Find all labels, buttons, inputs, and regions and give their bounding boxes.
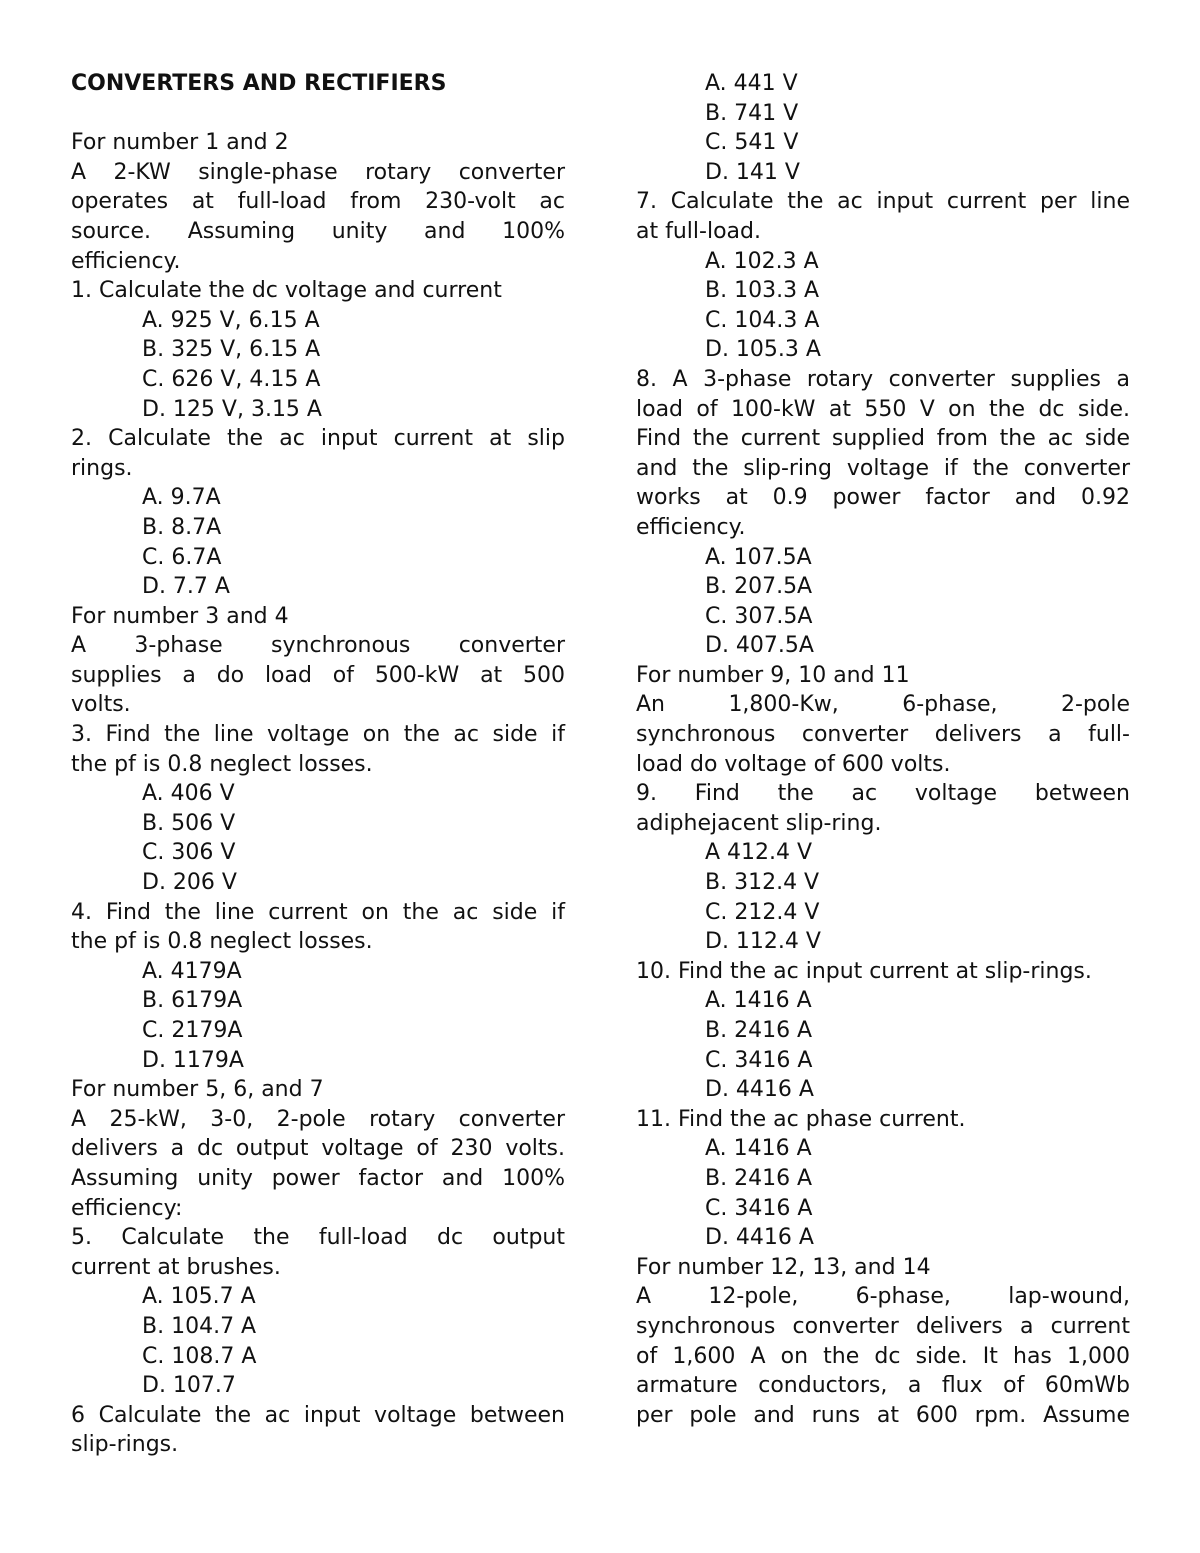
question-7: 7. Calculate the ac input current per line bbox=[636, 189, 1130, 215]
page-title: CONVERTERS AND RECTIFIERS bbox=[71, 71, 447, 96]
group-header: For number 12, 13, and 14 bbox=[636, 1254, 931, 1280]
answer-option: B. 2416 A bbox=[705, 1165, 813, 1191]
answer-option: B. 312.4 V bbox=[705, 870, 820, 896]
problem-stem-line: A 12-pole, 6-phase, lap-wound, bbox=[636, 1284, 1130, 1310]
answer-option: D. 112.4 V bbox=[705, 929, 821, 955]
group-header: For number 5, 6, and 7 bbox=[71, 1077, 324, 1103]
question-8-cont: works at 0.9 power factor and 0.92 bbox=[636, 485, 1130, 511]
problem-stem-line: of 1,600 A on the dc side. It has 1,000 bbox=[636, 1343, 1130, 1369]
problem-stem-line: load do voltage of 600 volts. bbox=[636, 751, 951, 777]
question-9-cont: adiphejacent slip-ring. bbox=[636, 810, 882, 836]
answer-option: C. 108.7 A bbox=[142, 1343, 257, 1369]
answer-option: C. 541 V bbox=[705, 130, 799, 156]
answer-option: D. 1179A bbox=[142, 1047, 244, 1073]
answer-option: B. 8.7A bbox=[142, 514, 222, 540]
problem-stem-line: A 3-phase synchronous converter bbox=[71, 633, 565, 659]
problem-stem-line: volts. bbox=[71, 692, 131, 718]
question-6-cont: slip-rings. bbox=[71, 1432, 179, 1458]
left-column bbox=[71, 69, 565, 1460]
question-4: 4. Find the line current on the ac side if bbox=[71, 899, 565, 925]
problem-stem-line: source. Assuming unity and 100% bbox=[71, 218, 565, 244]
question-11: 11. Find the ac phase current. bbox=[636, 1106, 966, 1132]
answer-option: B. 741 V bbox=[705, 100, 799, 126]
answer-option: C. 212.4 V bbox=[705, 899, 820, 925]
answer-option: C. 626 V, 4.15 A bbox=[142, 366, 321, 392]
question-8-cont: efficiency. bbox=[636, 514, 746, 540]
answer-option: A. 9.7A bbox=[142, 485, 221, 511]
problem-stem-line: operates at full-load from 230-volt ac bbox=[71, 189, 565, 215]
answer-option: C. 6.7A bbox=[142, 544, 222, 570]
answer-option: A. 1416 A bbox=[705, 1136, 812, 1162]
question-8-cont: Find the current supplied from the ac side bbox=[636, 426, 1130, 452]
question-10: 10. Find the ac input current at slip-rings. bbox=[636, 958, 1092, 984]
problem-stem-line: efficiency. bbox=[71, 248, 181, 274]
group-header: For number 9, 10 and 11 bbox=[636, 662, 910, 688]
answer-option: C. 306 V bbox=[142, 840, 236, 866]
answer-option: A. 925 V, 6.15 A bbox=[142, 307, 320, 333]
answer-option: B. 6179A bbox=[142, 988, 243, 1014]
answer-option: C. 2179A bbox=[142, 1018, 243, 1043]
answer-option: D. 206 V bbox=[142, 870, 237, 896]
group-header: For number 3 and 4 bbox=[71, 603, 289, 629]
answer-option: C. 307.5A bbox=[705, 603, 813, 629]
answer-option: B. 207.5A bbox=[705, 574, 813, 600]
answer-option: A. 406 V bbox=[142, 781, 235, 807]
question-3: 3. Find the line voltage on the ac side if bbox=[71, 722, 565, 748]
answer-option: D. 4416 A bbox=[705, 1225, 814, 1251]
answer-option: A. 4179A bbox=[142, 958, 242, 984]
question-2-cont: rings. bbox=[71, 455, 133, 481]
problem-stem-line: synchronous converter delivers a current bbox=[636, 1313, 1130, 1339]
answer-option: D. 407.5A bbox=[705, 633, 814, 659]
right-column bbox=[636, 69, 1130, 1430]
group-header: For number 1 and 2 bbox=[71, 130, 289, 156]
answer-option: A. 102.3 A bbox=[705, 248, 819, 274]
problem-stem-line: supplies a do load of 500-kW at 500 bbox=[71, 662, 565, 688]
answer-option: D. 125 V, 3.15 A bbox=[142, 396, 322, 422]
problem-stem-line: efficiency: bbox=[71, 1195, 183, 1221]
answer-option: A. 107.5A bbox=[705, 544, 812, 570]
question-8-cont: load of 100-kW at 550 V on the dc side. bbox=[636, 396, 1130, 422]
question-1: 1. Calculate the dc voltage and current bbox=[71, 278, 502, 304]
question-7-cont: at full-load. bbox=[636, 218, 761, 244]
problem-stem-line: per pole and runs at 600 rpm. Assume bbox=[636, 1402, 1130, 1428]
answer-option: D. 105.3 A bbox=[705, 337, 821, 363]
answer-option: B. 506 V bbox=[142, 810, 236, 836]
answer-option: B. 2416 A bbox=[705, 1018, 813, 1043]
question-2: 2. Calculate the ac input current at slip bbox=[71, 426, 565, 452]
answer-option: A. 441 V bbox=[705, 71, 798, 96]
answer-option: A. 1416 A bbox=[705, 988, 812, 1014]
problem-stem-line: synchronous converter delivers a full- bbox=[636, 722, 1130, 748]
answer-option: C. 104.3 A bbox=[705, 307, 820, 333]
question-4-cont: the pf is 0.8 neglect losses. bbox=[71, 929, 373, 955]
question-8: 8. A 3-phase rotary converter supplies a bbox=[636, 366, 1130, 392]
problem-stem-line: An 1,800-Kw, 6-phase, 2-pole bbox=[636, 692, 1130, 718]
answer-option: B. 104.7 A bbox=[142, 1313, 257, 1339]
problem-stem-line: A 25-kW, 3-0, 2-pole rotary converter bbox=[71, 1106, 565, 1132]
answer-option: D. 4416 A bbox=[705, 1077, 814, 1103]
answer-option: D. 7.7 A bbox=[142, 574, 230, 600]
answer-option: D. 107.7 bbox=[142, 1373, 236, 1399]
answer-option: C. 3416 A bbox=[705, 1195, 813, 1221]
problem-stem-line: delivers a dc output voltage of 230 volts. bbox=[71, 1136, 565, 1162]
answer-option: C. 3416 A bbox=[705, 1047, 813, 1073]
answer-option: B. 103.3 A bbox=[705, 278, 820, 304]
question-5: 5. Calculate the full-load dc output bbox=[71, 1225, 565, 1251]
answer-option: B. 325 V, 6.15 A bbox=[142, 337, 321, 363]
question-8-cont: and the slip-ring voltage if the converter bbox=[636, 455, 1130, 481]
problem-stem-line: A 2-KW single-phase rotary converter bbox=[71, 159, 565, 185]
question-6: 6 Calculate the ac input voltage between bbox=[71, 1402, 565, 1428]
answer-option: A. 105.7 A bbox=[142, 1284, 256, 1310]
question-3-cont: the pf is 0.8 neglect losses. bbox=[71, 751, 373, 777]
question-5-cont: current at brushes. bbox=[71, 1254, 281, 1280]
problem-stem-line: Assuming unity power factor and 100% bbox=[71, 1165, 565, 1191]
spacer bbox=[71, 99, 565, 129]
problem-stem-line: armature conductors, a flux of 60mWb bbox=[636, 1373, 1130, 1399]
answer-option: A 412.4 V bbox=[705, 840, 813, 866]
question-9: 9. Find the ac voltage between bbox=[636, 781, 1130, 807]
answer-option: D. 141 V bbox=[705, 159, 800, 185]
